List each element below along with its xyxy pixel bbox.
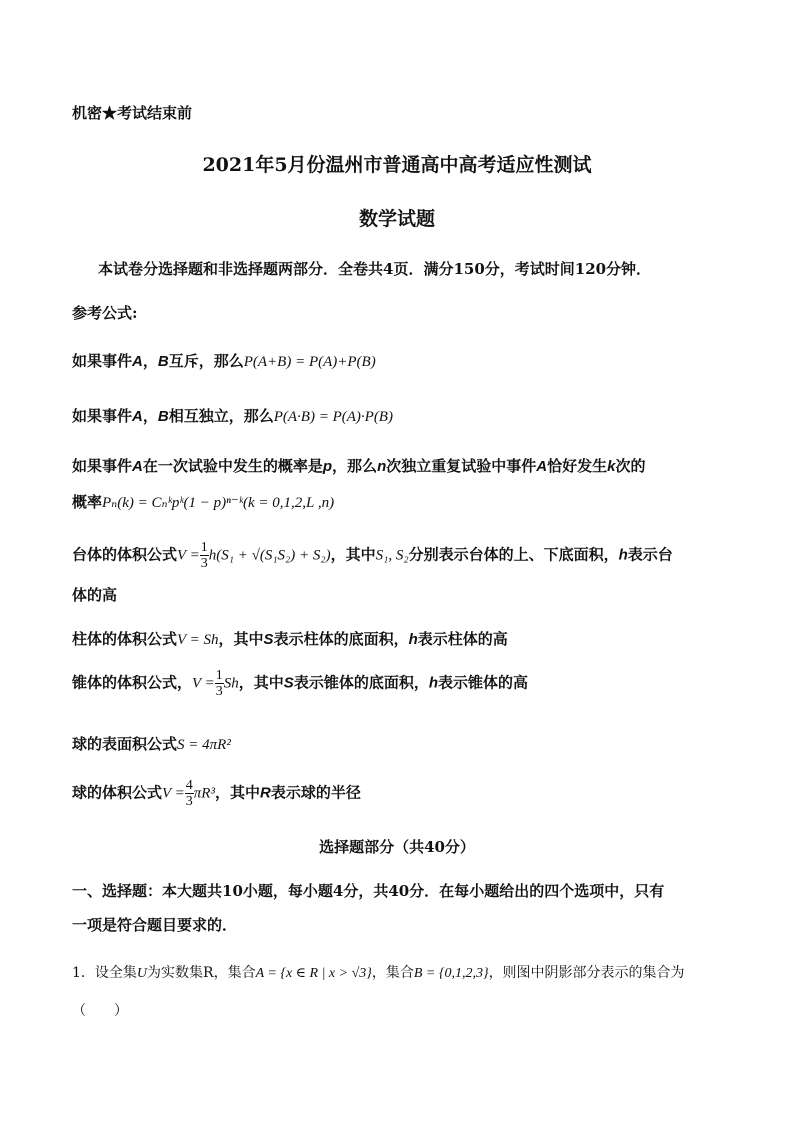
denominator: 3: [200, 556, 208, 571]
formula-frustum-line2: 体的高: [72, 586, 118, 604]
section-title: 选择题部分（共40分）: [319, 838, 475, 856]
formula-cone: [72, 668, 528, 699]
var-a: A: [132, 408, 143, 425]
expr: P(A·B) = P(A)·P(B): [273, 409, 393, 425]
formula-sphere-area: [72, 733, 231, 754]
expr: Pₙ(k) = Cₙᵏpᵏ(1 − p)ⁿ⁻ᵏ(k = 0,1,2,L ,n): [102, 495, 335, 511]
fraction: [200, 540, 209, 571]
formula-sphere-volume: [72, 778, 361, 809]
text: 表示球的半径: [270, 783, 361, 802]
formula-binomial-line1: [72, 455, 645, 476]
section-instruction-line1: 一、选择题：本大题共10小题，每小题4分，共40分．在每小题给出的四个选项中，只有: [72, 882, 665, 900]
denominator: 3: [185, 794, 193, 809]
var-u: U: [136, 966, 148, 981]
expr: S₁, S₂: [375, 547, 409, 564]
numerator: 1: [200, 540, 208, 555]
set-b: B = {0,1,2,3}: [413, 966, 489, 981]
section-instruction-line2: 一项是符合题目要求的．: [72, 916, 238, 934]
text: ，那么: [332, 457, 378, 475]
var-a: A: [132, 353, 143, 370]
text: 如果事件: [72, 407, 133, 425]
text: 台体的体积公式: [72, 545, 178, 564]
var-r: R: [259, 784, 271, 802]
var-h: h: [408, 631, 418, 648]
var-s: S: [263, 631, 274, 648]
text: 表示柱体的高: [417, 630, 508, 648]
var-a: A: [536, 458, 548, 475]
text: 锥体的体积公式，: [72, 673, 193, 692]
text: ，其中: [214, 783, 260, 802]
expr: V =: [177, 547, 200, 564]
exam-title: 2021年5月份温州市普通高中高考适应性测试: [202, 154, 592, 176]
text: 表示台: [627, 545, 673, 564]
numerator: 1: [215, 668, 223, 683]
intro-paragraph: 本试卷分选择题和非选择题两部分．全卷共4页．满分150分，考试时间120分钟．: [98, 260, 652, 278]
var-a: A: [132, 458, 143, 475]
sep: ，: [142, 407, 158, 425]
text: 次的: [615, 457, 646, 475]
set-a: A = {x ∈ R | x > √3}: [255, 966, 372, 981]
formula-mutually-exclusive: [72, 350, 376, 371]
var-s: S: [283, 674, 294, 692]
expr: V = Sh: [177, 632, 219, 648]
var-b: B: [157, 353, 169, 370]
numerator: 4: [185, 778, 193, 793]
text: 设全集: [94, 965, 137, 981]
text: 柱体的体积公式: [72, 630, 178, 648]
var-p: p: [322, 458, 333, 475]
text: 概率: [72, 493, 103, 511]
denominator: 3: [215, 684, 223, 699]
text: 表示锥体的高: [438, 673, 529, 692]
expr: V =: [192, 675, 215, 692]
text: ，集合: [371, 965, 414, 981]
question-1-answer-paren: （ ）: [72, 1003, 128, 1019]
text: ，其中: [238, 673, 284, 692]
exam-subtitle: 数学试题: [358, 208, 435, 230]
text: 表示锥体的底面积，: [293, 673, 429, 692]
var-h: h: [428, 674, 438, 692]
formula-binomial-line2: [72, 491, 334, 512]
text: 球的表面积公式: [72, 735, 178, 753]
expr: V =: [162, 785, 185, 802]
var-k: k: [607, 458, 616, 475]
question-1: [72, 962, 685, 982]
expr: πR³: [193, 785, 215, 802]
expr: P(A+B) = P(A)+P(B): [243, 354, 376, 370]
expr: Sh: [223, 675, 239, 692]
text: 分别表示台体的上、下底面积，: [408, 545, 619, 564]
text: ，其中: [330, 545, 376, 564]
text: 在一次试验中发生的概率是: [142, 457, 323, 475]
formula-independent: [72, 405, 393, 426]
text: 如果事件: [72, 352, 133, 370]
confidential-label: 机密★考试结束前: [72, 104, 193, 122]
question-number: 1．: [72, 965, 95, 981]
formula-prism: [72, 628, 508, 649]
text: 为实数集R，集合: [147, 965, 256, 981]
var-n: n: [377, 458, 387, 475]
var-h: h: [618, 546, 628, 564]
text: 次独立重复试验中事件: [386, 457, 537, 475]
sep: ，: [142, 352, 158, 370]
text: 互斥，那么: [168, 352, 244, 370]
var-b: B: [157, 408, 169, 425]
text: ，其中: [218, 630, 264, 648]
expr: S = 4πR²: [177, 737, 231, 753]
text: 相互独立，那么: [168, 407, 274, 425]
text: 球的体积公式: [72, 783, 163, 802]
text: ，则图中阴影部分表示的集合为: [488, 965, 685, 981]
text: 如果事件: [72, 457, 133, 475]
text: 恰好发生: [547, 457, 608, 475]
formulas-heading: 参考公式:: [72, 304, 138, 322]
fraction: [215, 668, 224, 699]
formula-frustum-line1: [72, 540, 673, 571]
expr: h(S₁ + √(S₁S₂) + S₂): [208, 547, 331, 564]
fraction: [185, 778, 194, 809]
text: 表示柱体的底面积，: [273, 630, 409, 648]
